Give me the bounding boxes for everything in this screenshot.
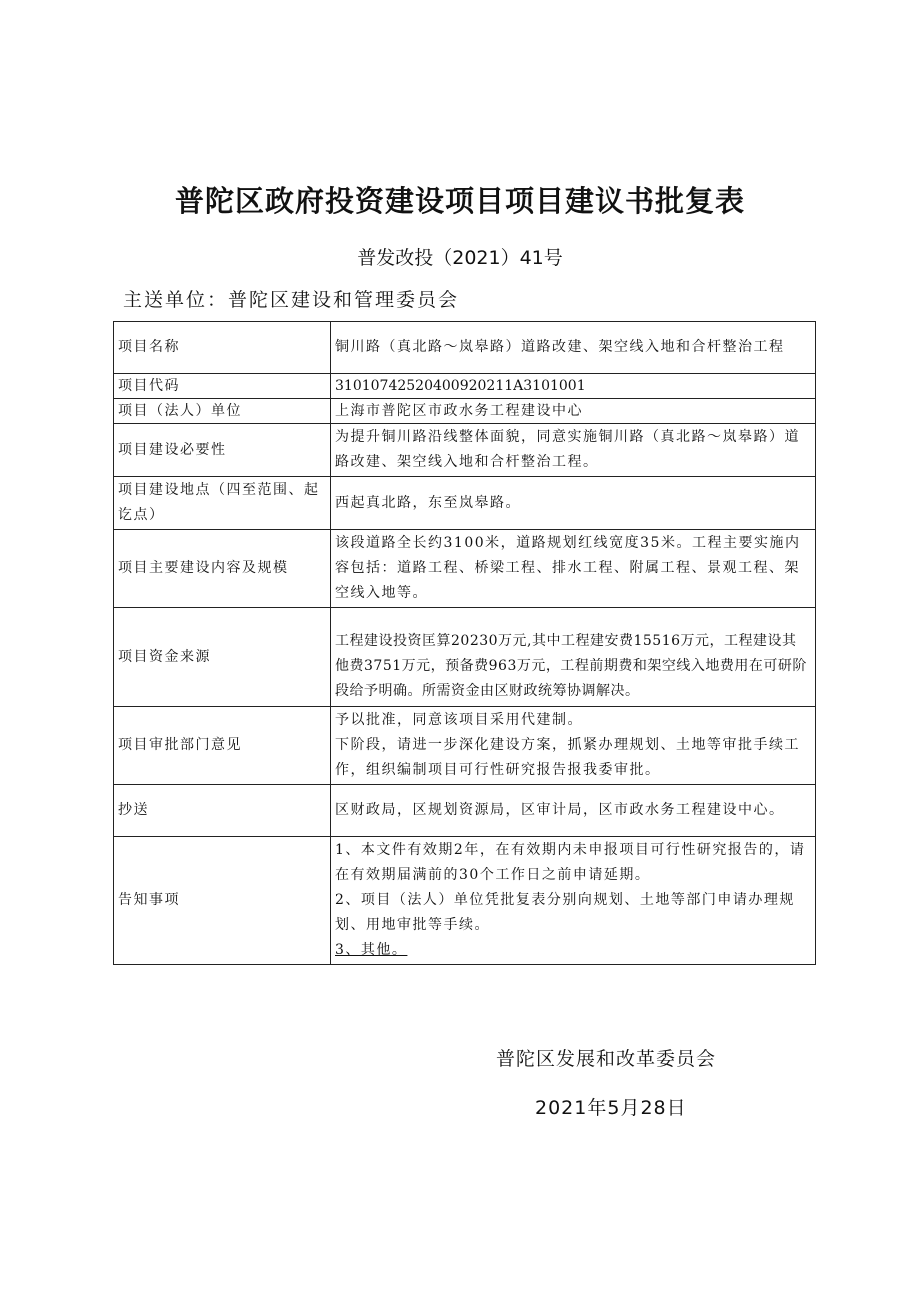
table-row bbox=[114, 608, 816, 707]
opinion-line: 下阶段，请进一步深化建设方案，抓紧办理规划、土地等审批手续工作，组织编制项目可行性研究报告报我委审批。 bbox=[335, 737, 800, 778]
approval-table bbox=[113, 321, 816, 965]
table-row bbox=[114, 477, 816, 530]
row-value: 区财政局，区规划资源局，区审计局，区市政水务工程建设中心。 bbox=[331, 785, 816, 837]
issue-date: 2021年5月28日 bbox=[535, 1097, 687, 1119]
table-row bbox=[114, 322, 816, 374]
row-label: 项目建设地点（四至范围、起讫点） bbox=[114, 477, 331, 530]
table-row bbox=[114, 707, 816, 785]
row-value: 工程建设投资匡算20230万元,其中工程建安费15516万元，工程建设其他费3751万元，预备费963万元，工程前期费和架空线入地费用在可研阶段给予明确。所需资金由区财政统筹协调解决。 bbox=[331, 608, 816, 707]
row-value: 该段道路全长约3100米，道路规划红线宽度35米。工程主要实施内容包括：道路工程、桥梁工程、排水工程、附属工程、景观工程、架空线入地等。 bbox=[331, 530, 816, 608]
row-value bbox=[331, 707, 816, 785]
row-value: 31010742520400920211A3101001 bbox=[331, 374, 816, 399]
row-value: 上海市普陀区市政水务工程建设中心 bbox=[331, 399, 816, 424]
row-label: 项目建设必要性 bbox=[114, 424, 331, 477]
row-label: 项目名称 bbox=[114, 322, 331, 374]
page-title: 普陀区政府投资建设项目项目建议书批复表 bbox=[174, 184, 745, 218]
row-label: 项目（法人）单位 bbox=[114, 399, 331, 424]
table-row bbox=[114, 399, 816, 424]
table-row bbox=[114, 374, 816, 399]
row-value: 西起真北路，东至岚皋路。 bbox=[331, 477, 816, 530]
row-value: 铜川路（真北路～岚皋路）道路改建、架空线入地和合杆整治工程 bbox=[331, 322, 816, 374]
row-value bbox=[331, 837, 816, 965]
recipient-line: 主送单位：普陀区建设和管理委员会 bbox=[123, 289, 460, 311]
opinion-line: 予以批准，同意该项目采用代建制。 bbox=[335, 712, 583, 728]
row-label: 项目主要建设内容及规模 bbox=[114, 530, 331, 608]
notice-item: 2、项目（法人）单位凭批复表分别向规划、土地等部门申请办理规划、用地审批等手续。 bbox=[335, 892, 795, 933]
row-label: 项目资金来源 bbox=[114, 608, 331, 707]
issuing-authority: 普陀区发展和改革委员会 bbox=[496, 1048, 717, 1070]
document-number: 普发改投（2021）41号 bbox=[357, 247, 563, 269]
table-row bbox=[114, 837, 816, 965]
row-label: 项目审批部门意见 bbox=[114, 707, 331, 785]
table-row bbox=[114, 785, 816, 837]
table-row bbox=[114, 424, 816, 477]
row-value: 为提升铜川路沿线整体面貌，同意实施铜川路（真北路～岚皋路）道路改建、架空线入地和合杆整治工程。 bbox=[331, 424, 816, 477]
notice-item: 3、其他。 bbox=[335, 942, 408, 958]
row-label: 抄送 bbox=[114, 785, 331, 837]
table-row bbox=[114, 530, 816, 608]
notice-item: 1、本文件有效期2年，在有效期内未申报项目可行性研究报告的，请在有效期届满前的30个工作日之前申请延期。 bbox=[335, 842, 806, 883]
row-label: 项目代码 bbox=[114, 374, 331, 399]
row-label: 告知事项 bbox=[114, 837, 331, 965]
